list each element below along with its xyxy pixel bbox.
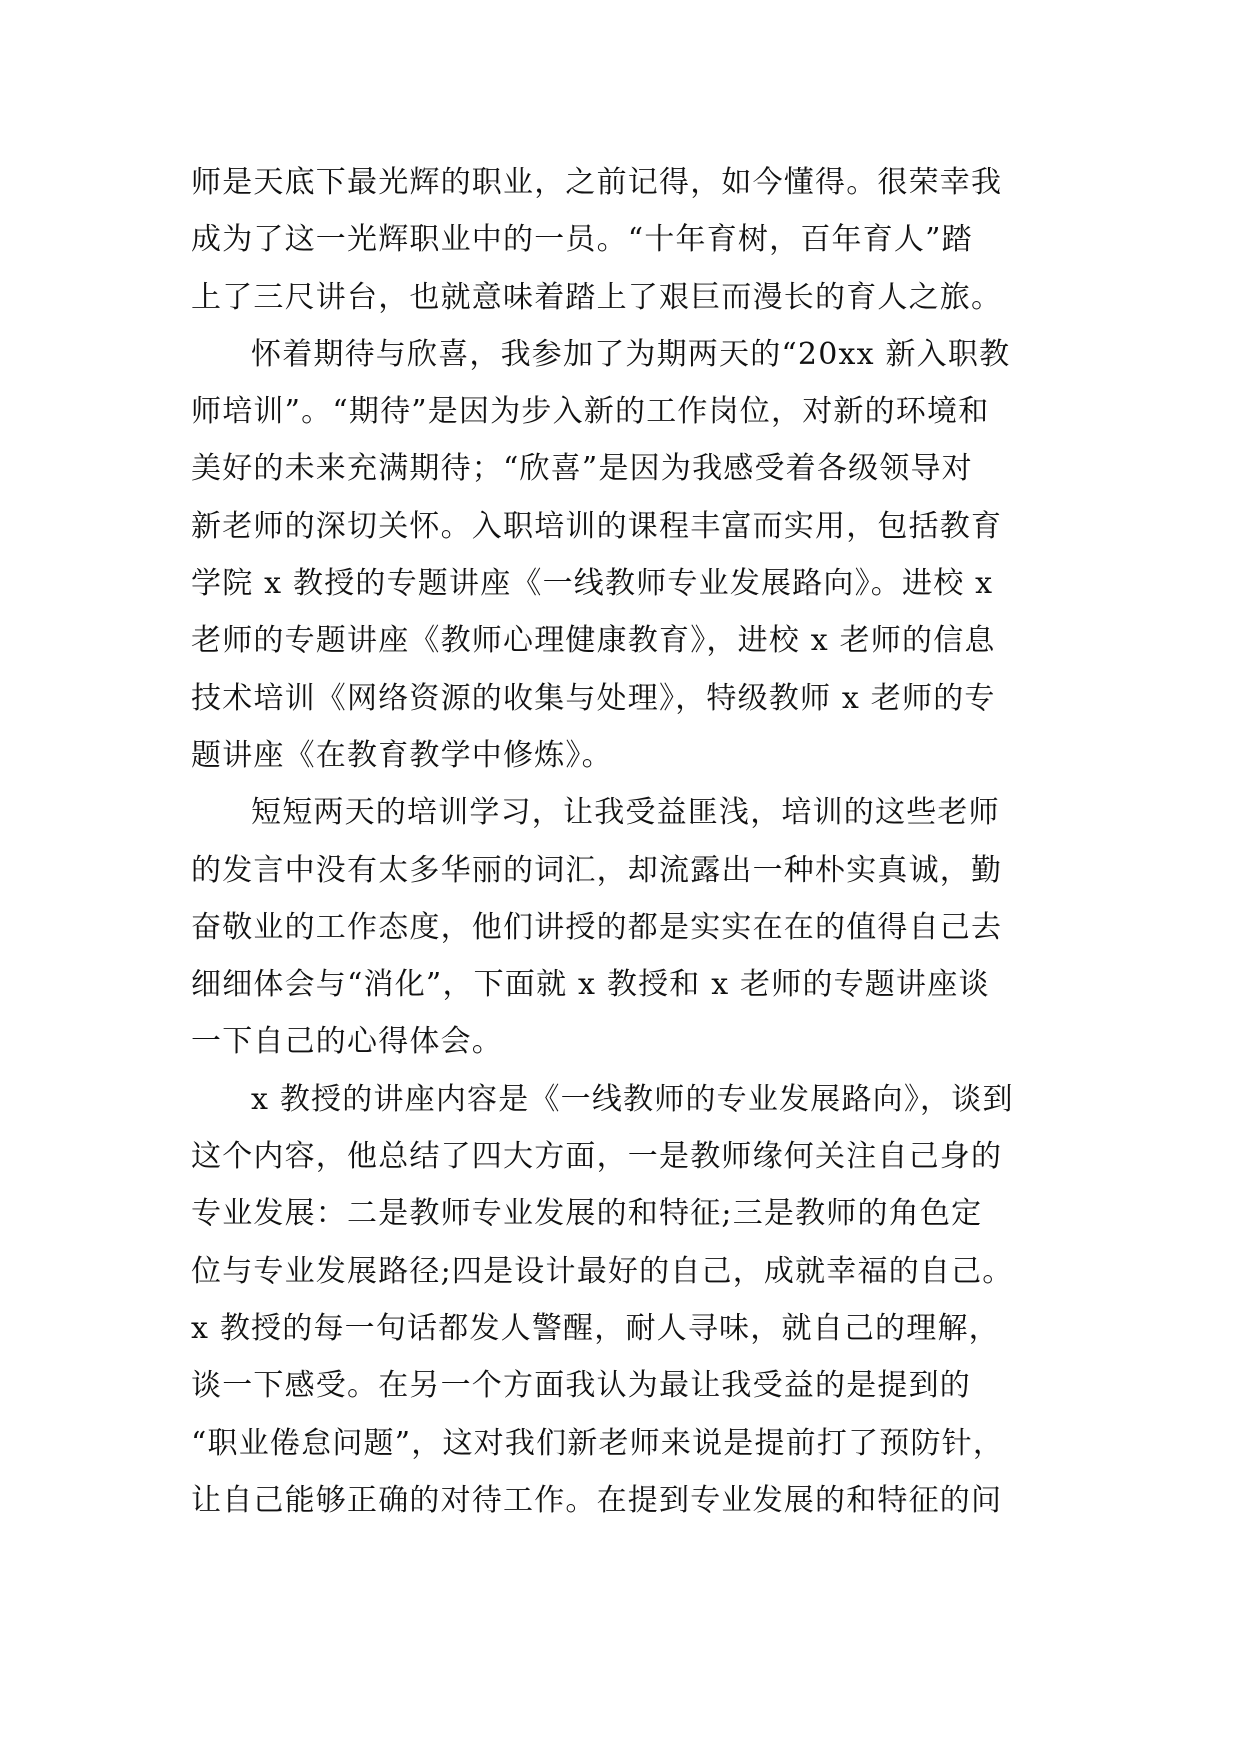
text-line: 新老师的深切关怀。入职培训的课程丰富而实用，包括教育 — [191, 508, 1003, 544]
text-line: 专业发展：二是教师专业发展的和特征;三是教师的角色定 — [191, 1196, 983, 1232]
text-line: 技术培训《网络资源的收集与处理》，特级教师 x 老师的专 — [191, 680, 996, 716]
text-line: x 教授的讲座内容是《一线教师的专业发展路向》，谈到 — [251, 1081, 1014, 1117]
text-line: 怀着期待与欣喜，我参加了为期两天的“20xx 新入职教 — [251, 336, 1011, 372]
text-line: 的发言中没有太多华丽的词汇，却流露出一种朴实真诚，勤 — [191, 852, 1003, 888]
text-line: 学院 x 教授的专题讲座《一线教师专业发展路向》。进校 x — [191, 566, 994, 602]
text-line: 老师的专题讲座《教师心理健康教育》，进校 x 老师的信息 — [191, 623, 996, 659]
text-line: x 教授的每一句话都发人警醒，耐人寻味，就自己的理解， — [191, 1310, 1000, 1346]
text-line: 一下自己的心得体会。 — [191, 1024, 503, 1060]
paragraph-4 — [191, 1071, 1071, 1529]
text-line: 师培训”。“期待”是因为步入新的工作岗位，对新的环境和 — [191, 394, 990, 430]
paragraph-3 — [191, 784, 1071, 1070]
text-line: 美好的未来充满期待；“欣喜”是因为我感受着各级领导对 — [191, 451, 973, 487]
text-line: 奋敬业的工作态度，他们讲授的都是实实在在的值得自己去 — [191, 909, 1003, 945]
text-line: 成为了这一光辉职业中的一员。“十年育树，百年育人”踏 — [191, 222, 973, 258]
text-line: 细细体会与“消化”，下面就 x 教授和 x 老师的专题讲座谈 — [191, 967, 990, 1003]
paragraph-2 — [191, 326, 1071, 784]
text-line: 师是天底下最光辉的职业，之前记得，如今懂得。很荣幸我 — [191, 165, 1003, 200]
text-line: 短短两天的培训学习，让我受益匪浅，培训的这些老师 — [251, 795, 1000, 831]
text-line: 位与专业发展路径;四是设计最好的自己，成就幸福的自己。 — [191, 1253, 1014, 1289]
paragraph-1 — [191, 154, 1071, 326]
document-body — [191, 154, 1071, 1529]
text-line: 上了三尺讲台，也就意味着踏上了艰巨而漫长的育人之旅。 — [191, 279, 1003, 315]
text-line: 谈一下感受。在另一个方面我认为最让我受益的是提到的 — [191, 1368, 971, 1404]
text-line: 这个内容，他总结了四大方面，一是教师缘何关注自己身的 — [191, 1139, 1003, 1175]
text-line: “职业倦怠问题”，这对我们新老师来说是提前打了预防针， — [191, 1425, 1005, 1461]
text-line: 让自己能够正确的对待工作。在提到专业发展的和特征的问 — [191, 1482, 1003, 1518]
text-line: 题讲座《在教育教学中修炼》。 — [191, 737, 613, 773]
